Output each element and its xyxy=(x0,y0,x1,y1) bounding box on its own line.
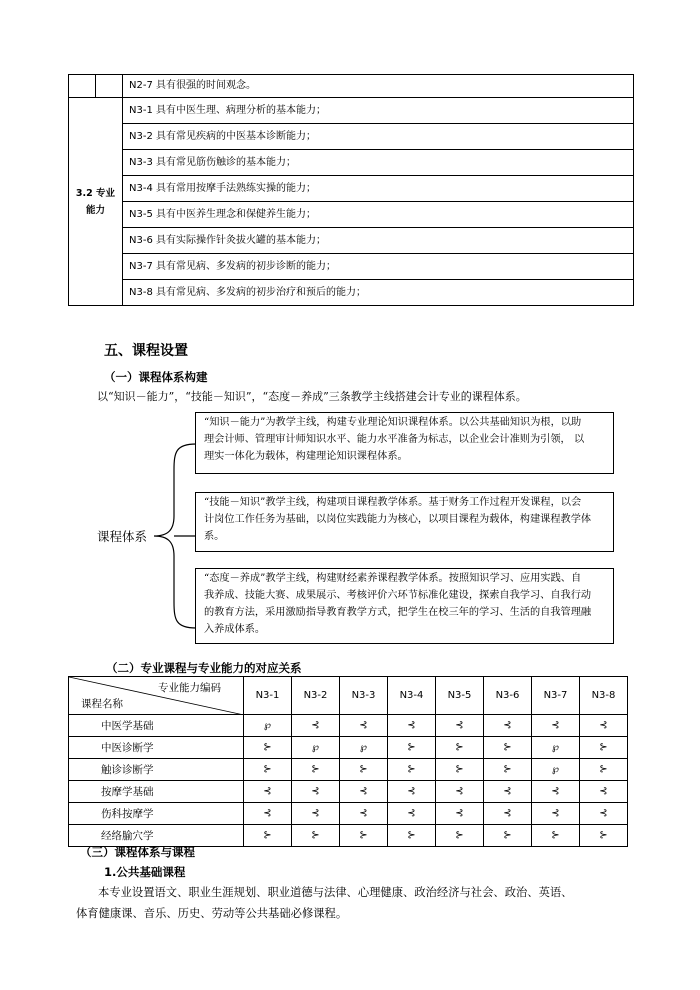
mark-cell: ⊰ xyxy=(580,803,628,825)
curly-brace-icon xyxy=(148,430,198,640)
mapping-table xyxy=(68,676,628,847)
mark-cell: ⊰ xyxy=(388,803,436,825)
mark-cell: ⊰ xyxy=(340,803,388,825)
mark-cell: ⊰ xyxy=(484,715,532,737)
table-row xyxy=(69,280,634,306)
mark-cell: ⊱ xyxy=(292,825,340,847)
mark-cell: ⊱ xyxy=(436,759,484,781)
mark-cell: ⊰ xyxy=(244,803,292,825)
mark-cell: ⊰ xyxy=(532,803,580,825)
course-name: 伤科按摩学 xyxy=(69,803,244,825)
subsection-title: （三）课程体系与课程 xyxy=(80,845,195,859)
mark-cell: ⊰ xyxy=(340,781,388,803)
mark-cell: ⊰ xyxy=(340,715,388,737)
mark-cell: ⊰ xyxy=(580,715,628,737)
mark-cell: ⊱ xyxy=(340,759,388,781)
mark-cell: ⊱ xyxy=(292,759,340,781)
table-row xyxy=(69,254,634,280)
paragraph-line: 本专业设置语文、职业生涯规划、职业道德与法律、心理健康、政治经济与社会、政治、英语、 xyxy=(98,886,573,899)
table-row xyxy=(69,759,628,781)
mark-cell: ⊱ xyxy=(580,737,628,759)
table-row xyxy=(69,737,628,759)
box-line: 理实一体化为载体，构建理论知识课程体系。 xyxy=(204,451,408,462)
mark-cell: ⊰ xyxy=(292,715,340,737)
intro-text: 以“知识－能力”，“技能－知识”，“态度－养成”三条教学主线搭建会计专业的课程体系。 xyxy=(97,390,527,403)
column-header: N3-2 xyxy=(292,677,340,715)
mark-cell: ⊰ xyxy=(580,781,628,803)
column-header: N3-6 xyxy=(484,677,532,715)
box-line: “技能－知识”教学主线，构建项目课程教学体系。基于财务工作过程开发课程，以会 xyxy=(204,497,582,508)
paragraph-line: 体育健康课、音乐、历史、劳动等公共基础必修课程。 xyxy=(76,907,348,920)
box-line: 的教育方法，采用激励指导教育教学方式，把学生在校三年的学习、生活的自我管理融 xyxy=(204,607,592,618)
mark-cell: ⊱ xyxy=(580,825,628,847)
mark-cell: ⊰ xyxy=(292,781,340,803)
table-cell xyxy=(96,75,123,98)
table-row xyxy=(69,803,628,825)
box-line: 计岗位工作任务为基础，以岗位实践能力为核心，以项目课程为载体，构建课程教学体 xyxy=(204,514,592,525)
mark-cell: ℘ xyxy=(340,737,388,759)
table-cell: N3-5 具有中医养生理念和保健养生能力； xyxy=(123,202,634,228)
mark-cell: ⊰ xyxy=(532,715,580,737)
mark-cell: ⊰ xyxy=(484,803,532,825)
box-line: 系。 xyxy=(204,531,225,542)
table-row xyxy=(69,124,634,150)
table-row xyxy=(69,715,628,737)
table-row xyxy=(69,98,634,124)
box-line: “知识－能力”为教学主线，构建专业理论知识课程体系。以公共基础知识为根，以助 xyxy=(204,417,582,428)
table-row xyxy=(69,75,634,98)
mark-cell: ⊰ xyxy=(484,781,532,803)
subsection-title: （二）专业课程与专业能力的对应关系 xyxy=(106,661,302,675)
mark-cell: ⊱ xyxy=(388,737,436,759)
mark-cell: ⊱ xyxy=(244,737,292,759)
table-cell: N3-7 具有常见病、多发病的初步诊断的能力； xyxy=(123,254,634,280)
box-line: 我养成、技能大赛、成果展示、考核评价六环节标准化建设，探索自我学习、自我行动 xyxy=(204,590,592,601)
table-cell: N3-8 具有常见病、多发病的初步治疗和预后的能力； xyxy=(123,280,634,306)
header-top-label: 专业能力编码 xyxy=(158,682,221,694)
mark-cell: ⊰ xyxy=(436,781,484,803)
diagonal-header-cell xyxy=(69,677,244,715)
mark-cell: ⊰ xyxy=(388,781,436,803)
mark-cell: ℘ xyxy=(532,759,580,781)
mark-cell: ⊱ xyxy=(484,759,532,781)
mark-cell: ⊱ xyxy=(436,825,484,847)
mark-cell: ⊰ xyxy=(532,781,580,803)
column-header: N3-3 xyxy=(340,677,388,715)
course-name: 按摩学基础 xyxy=(69,781,244,803)
table-row xyxy=(69,176,634,202)
table-cell: N3-3 具有常见筋伤触诊的基本能力； xyxy=(123,150,634,176)
text-box xyxy=(195,492,614,552)
subsection-title: （一）课程体系构建 xyxy=(104,370,208,384)
text-box xyxy=(195,568,614,644)
column-header: N3-5 xyxy=(436,677,484,715)
table-cell: N3-4 具有常用按摩手法熟练实操的能力； xyxy=(123,176,634,202)
mark-cell: ⊱ xyxy=(388,759,436,781)
mark-cell: ⊰ xyxy=(292,803,340,825)
mark-cell: ⊱ xyxy=(532,825,580,847)
table-cell xyxy=(69,75,96,98)
header-bottom-label: 课程名称 xyxy=(81,698,123,710)
course-name: 经络腧穴学 xyxy=(69,825,244,847)
mark-cell: ⊰ xyxy=(244,781,292,803)
column-header: N3-1 xyxy=(244,677,292,715)
mark-cell: ⊱ xyxy=(436,737,484,759)
column-header: N3-7 xyxy=(532,677,580,715)
course-name: 中医学基础 xyxy=(69,715,244,737)
mark-cell: ⊱ xyxy=(580,759,628,781)
table-header-row xyxy=(69,677,628,715)
table-row xyxy=(69,228,634,254)
table-row xyxy=(69,781,628,803)
ability-table xyxy=(68,74,634,306)
table-row xyxy=(69,150,634,176)
mark-cell: ⊱ xyxy=(484,737,532,759)
mark-cell: ⊰ xyxy=(436,715,484,737)
table-cell: N2-7 具有很强的时间观念。 xyxy=(123,75,634,98)
mark-cell: ⊱ xyxy=(340,825,388,847)
mark-cell: ⊱ xyxy=(244,825,292,847)
table-cell: N3-2 具有常见疾病的中医基本诊断能力； xyxy=(123,124,634,150)
mark-cell: ℘ xyxy=(292,737,340,759)
column-header: N3-4 xyxy=(388,677,436,715)
mark-cell: ℘ xyxy=(532,737,580,759)
section-label: 3.2 专业能力 xyxy=(69,98,123,306)
course-name: 触诊诊断学 xyxy=(69,759,244,781)
course-name: 中医诊断学 xyxy=(69,737,244,759)
mark-cell: ⊱ xyxy=(484,825,532,847)
table-cell: N3-6 具有实际操作针灸拔火罐的基本能力； xyxy=(123,228,634,254)
mark-cell: ⊱ xyxy=(388,825,436,847)
box-line: “态度－养成”教学主线，构建财经素养课程教学体系。按照知识学习、应用实践、自 xyxy=(204,573,582,584)
tree-label: 课程体系 xyxy=(97,529,148,544)
table-cell: N3-1 具有中医生理、病理分析的基本能力； xyxy=(123,98,634,124)
text-box xyxy=(195,412,614,474)
section-title: 五、课程设置 xyxy=(104,343,188,359)
box-line: 理会计师、管理审计师知识水平、能力水平准备为标志，以企业会计准则为引领， 以 xyxy=(204,434,585,445)
mark-cell: ⊱ xyxy=(244,759,292,781)
subsection-title: 1.公共基础课程 xyxy=(104,865,186,879)
mark-cell: ⊰ xyxy=(436,803,484,825)
box-line: 入养成体系。 xyxy=(204,624,266,635)
column-header: N3-8 xyxy=(580,677,628,715)
mark-cell: ℘ xyxy=(244,715,292,737)
table-row xyxy=(69,202,634,228)
mark-cell: ⊰ xyxy=(388,715,436,737)
